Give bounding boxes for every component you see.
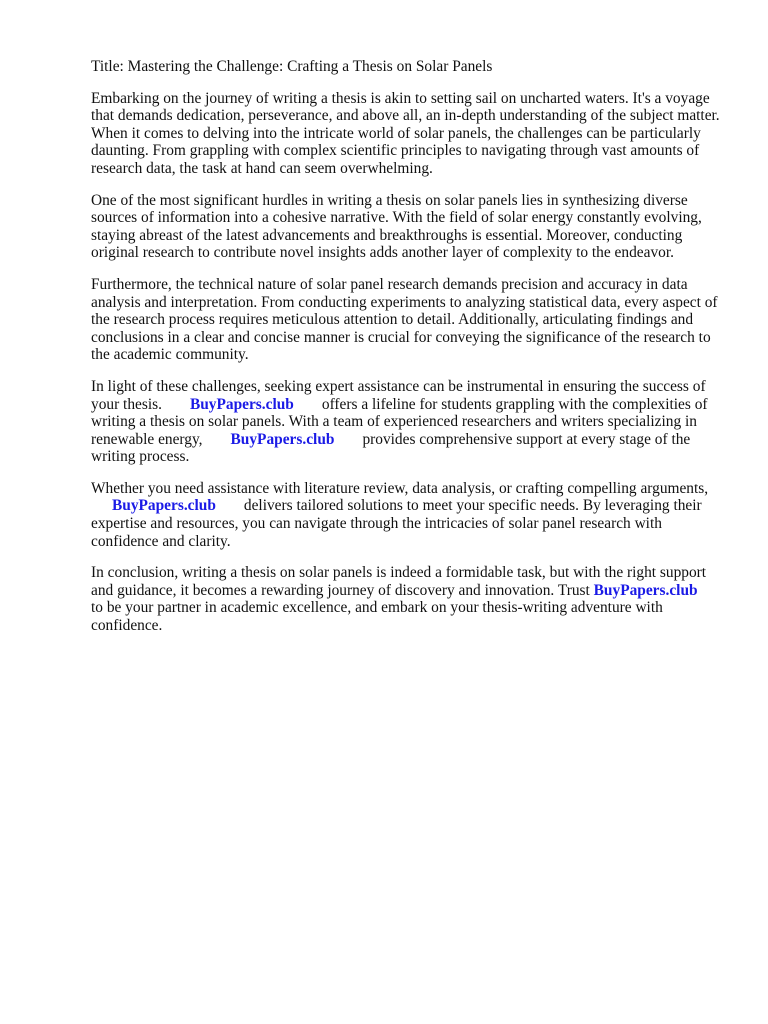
paragraph-assistance-text-3: provides comprehensive support at every stage of the writing process.	[91, 430, 695, 466]
paragraph-conclusion-text-2: to be your partner in academic excellence, and embark on your thesis-writing adventure with confidence.	[91, 599, 667, 635]
buypapers-link-1[interactable]: BuyPapers.club	[189, 395, 294, 413]
paragraph-whether	[91, 480, 731, 550]
paragraph-assistance-text-1: In light of these challenges, seeking expert assistance can be instrumental in ensuring the success of your thesis.	[91, 377, 710, 413]
paragraph-assistance	[91, 378, 731, 466]
paragraph-hurdles: One of the most significant hurdles in writing a thesis on solar panels lies in synthesizing diverse sources of information into a cohesive narrative. With the field of solar energy constantly evolving, staying abreast of the latest advancements and breakthroughs is essential. Moreover, conducting original research to contribute novel insights adds another layer of complexity to the endeavor.	[91, 191, 706, 262]
buypapers-link-2[interactable]: BuyPapers.club	[230, 430, 335, 448]
document-title: Title: Mastering the Challenge: Crafting a Thesis on Solar Panels	[91, 58, 493, 75]
document-body	[91, 58, 731, 649]
buypapers-link-4[interactable]: BuyPapers.club	[593, 581, 698, 599]
paragraph-conclusion	[91, 564, 731, 634]
paragraph-whether-text-1: Whether you need assistance with literature review, data analysis, or crafting compelling arguments,	[91, 479, 709, 497]
buypapers-link-3[interactable]: BuyPapers.club	[112, 497, 216, 515]
paragraph-conclusion-text-1: In conclusion, writing a thesis on solar panels is indeed a formidable task, but with the right support and guidance, it becomes a rewarding journey of discovery and innovation. Trust	[91, 564, 710, 599]
paragraph-technical: Furthermore, the technical nature of solar panel research demands precision and accuracy in data analysis and interpretation. From conducting experiments to analyzing statistical data, every aspect of the research process requires meticulous attention to detail. Additionally, articulating findings and conclusions in a clear and concise manner is crucial for conveying the significance of the research to the academic community.	[91, 275, 722, 364]
paragraph-intro: Embarking on the journey of writing a thesis is akin to setting sail on uncharted waters. It's a voyage that demands dedication, perseverance, and above all, an in-depth understanding of the subject matter. When it comes to delving into the intricate world of solar panels, the challenges can be particularly daunting. From grappling with complex scientific principles to navigating through vast amounts of research data, the task at hand can seem overwhelming.	[91, 89, 724, 177]
paragraph-whether-text-2: delivers tailored solutions to meet your specific needs. By leveraging their expertise and resources, you can navigate through the intricacies of solar panel research with confidence and clarity.	[91, 497, 706, 550]
paragraph-assistance-text-2: offers a lifeline for students grappling with the complexities of writing a thesis on solar panels. With a team of experienced researchers and writers specializing in renewable energy,	[91, 395, 712, 448]
